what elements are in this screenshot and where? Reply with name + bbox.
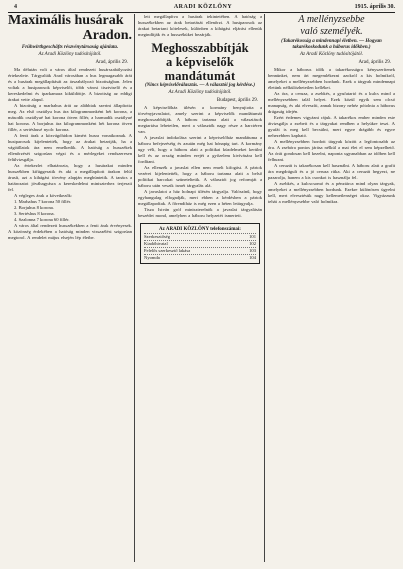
article-paragraph: Tisza István gróf miniszterelnök a javaslat tárgyalásán beszédet mond, amelyben a háboru helyzetét ismerteti.: [138, 207, 262, 218]
page-header: [8, 2, 395, 13]
column-rule: [264, 14, 265, 562]
article-column-3: [268, 14, 395, 565]
article-paragraph: A város által rendezett husszékekben a fenti árak érvényesek. A közönség érdekében a hatóság minden visszaélést szigorúan megtorol. A rendelet május elsején lép életbe.: [8, 223, 132, 240]
row-label: Szerkesztőség: [144, 234, 171, 239]
article-dateline: Budapest, április 29.: [216, 98, 258, 103]
row-value: 104: [249, 255, 256, 260]
article-paragraph: Ezért érdemes vigyázni rájuk. A takarékos ember minden este átvizsgálja a zsebeit és a tárgyakat rendben a helyükre teszi. A gyufát is meg kell becsülni, mert egyre drágább és egyre nehezebben kapható.: [268, 115, 395, 138]
article-title: való személyék.: [300, 26, 363, 37]
article-title: Meghosszabbítják: [151, 41, 249, 55]
article-title: Maximális husárak: [8, 14, 124, 28]
row-value: 101: [249, 234, 256, 239]
article-paragraph: lett megállapítva a husárak tekintetében. A hatóság a husszékekben az árak betartását ellenőrzi. A husiparosok az árakat betartani kötelesek, különben a kihágási eljárást ellenük megindítják és a husszéküket bezárják.: [138, 14, 262, 37]
price-list: [8, 199, 132, 223]
box-title: Az ARADI KÖZLÖNY telefonszámai:: [159, 227, 241, 232]
list-item: 2. Borjuhus 8 korona.: [14, 205, 54, 210]
telephone-box: [140, 223, 260, 264]
article-paragraph: Az ellenzék a javaslat ellen nem emelt kifogást. A pártok vezérei kijelentették, hogy a háboru tartama alatt a belső politikai harcokat szüneteltetik. A választói jog reformját a háboru után veszik ismét tárgyalás alá.: [138, 165, 262, 188]
article-paragraph: A mellényzsebben hordott tárgyak között a legfontosabb az óra. A zsebóra pontos járása nélkül a mai élet el sem képzelhető. Az órát gondosan kell kezelni, naponta ugyanabban az időben kell felhuzni.: [268, 139, 395, 162]
article-paragraph: Az óra, a ceruza, a zsebkés, a gyufatartó és a kulcs mind a mellényzsebben talál helyet. Ezek közül egyik sem olcsó manapság, és aki elveszíti, annak bizony nehéz pótolnia a háborus drágaság idején.: [268, 91, 395, 114]
list-item: 1. Marhahus 7 korona 50 fillér.: [14, 199, 72, 204]
article-dateline: Arad, április 29.: [95, 60, 128, 65]
article-byline: Az Aradi Közlöny tudósítójától.: [168, 90, 232, 95]
list-item: 3. Sertéshus 8 korona.: [14, 211, 55, 216]
box-row: [144, 254, 256, 261]
article-paragraph: Az értekezlet elhatározta, hogy a husárakat minden husszékben kifüggesztik és aki a megállapított árakon felül árusít, azt a kihágási törvény alapján megbüntetik. A tanács a határozatot jóváhagyásra a kereskedelmi miniszterhez terjeszti fel.: [8, 163, 132, 192]
box-row: [144, 240, 256, 247]
article-paragraph: Ma délután volt a város által rendezett husárszabályozási értekezlete. Tárgyalták Arad városában a hus legmagasabb árát és a husárak megállapítását az árszabályozó bizottságban. Jelen voltak a husiparosok képviselői, több városi tisztviselő és a kereskedelmi és iparkamara kiküldöttje. A bizottság az eddigi árakat vette alapul.: [8, 67, 132, 102]
issue-date: 1915. április 30.: [354, 4, 395, 10]
article-column-2: [138, 14, 262, 565]
row-label: Nyomda: [144, 255, 160, 260]
article-paragraph: A zsebkés, a kulcscsomó és a pénztárca mind olyan tárgyak, amelyeket a mellényzsebben hordunk. Ezekre különösen ügyelni kell, mert elvesztésük nagy kellemetlenséget okoz. Vigyázzunk tehát a mellényzsebbe való holmikra.: [268, 181, 395, 204]
article-title: A mellényzsebbe: [298, 14, 365, 25]
box-row: [144, 247, 256, 254]
article-column-1: [8, 14, 132, 565]
article-paragraph: A végleges árak a következők:: [14, 193, 73, 198]
article-paragraph: Mikor a háborus idők a takarékosságra kényszerítenek bennünket, nem árt megemlékezni azokról a kis holmikról, amelyeket a mellényzsebben hordunk. Ezek a tárgyak mindennapi életünk nélkülözhetetlen kellékei.: [268, 67, 395, 90]
row-value: 103: [249, 248, 256, 253]
article-byline: Az Aradi Közlöny tudósítójától.: [38, 52, 102, 57]
list-item: 4. Szalonna 7 korona 60 fillér.: [14, 217, 70, 222]
row-label: Felelős szerkesztő lakása: [144, 248, 191, 253]
article-paragraph: A bizottság a marhahus árát az alábbiak szerint állapította meg. Az első osztályu hus ára kilogrammonként hét korona, a második osztályué hat korona ötven fillér, a harmadik osztályué hat korona. A borjuhus ára kilogrammonként hét korona ötven fillér, a sertéshusé nyolc korona.: [8, 103, 132, 132]
article-paragraph: A javaslat indokolása szerint a képviselőház mandátuma a háboru befejezéséig és azután még hat hónapig tart. A kormány ugy véli, hogy a háboru alatt a politikai küzdelmeket kerülni kell és az ország minden erejét a győzelem kivívására kell fordítani.: [138, 135, 262, 164]
article-title: a képviselők mandátumát: [164, 55, 236, 83]
masthead: ARADI KÖZLÖNY: [173, 4, 233, 10]
row-value: 102: [249, 241, 256, 246]
row-label: Kiadóhivatal: [144, 241, 168, 246]
article-paragraph: A ceruzát is takarékosan kell használni. A háboru alatt a grafit ára megdrágult és a jó ceruza ritka. Aki a ceruzát hegyezi, ne pazarolja, hanem a kis csonkot is használja fel.: [268, 163, 395, 180]
article-subtitle: (Takarékosság a mindennapi életben. — Hogyan takarékoskodunk a háborus időkben.): [281, 39, 382, 50]
article-paragraph: A javaslatot a ház holnapi ülésén tárgyalja. Valószínű, hogy egyhangulag elfogadják, mert ebben a kérdésben a pártok megállapodtak. A főrendiház is még ezen a héten letárgyalja.: [138, 189, 262, 206]
article-subtitle: (Nincs képviselőválasztás. — A választói jog kérdése.): [144, 83, 256, 88]
page-number: 4: [14, 4, 17, 10]
box-row: [144, 233, 256, 240]
article-dateline: Arad, április 29.: [358, 60, 391, 65]
article-byline: Az Aradi Közlöny tudósítójától.: [300, 52, 363, 57]
article-paragraph: A fenti árak a közvágóhidon kimért husra vonatkoznak. A husiparosok kijelentették, hogy az árakat betartják, ha a vágóállatok ára nem emelkedik. A hatóság a husszékek ellenőrzését szigorúan végzi és a mérlegeket rendszeresen felülvizsgálja.: [8, 133, 132, 162]
column-rule: [134, 14, 135, 562]
article-title: Aradon.: [82, 28, 132, 43]
article-subtitle: Frühwirthgeschäfts részvénytársaság ajánlata.: [21, 45, 119, 50]
article-paragraph: A képviselőház ülésén a kormány benyujtotta a törvényjavaslatot, amely szerint a képviselők mandátumát meghosszabbítják. A háboru tartama alatt a választások megtartása lehetetlen, mert a választók nagy része a harctéren van.: [138, 105, 262, 134]
